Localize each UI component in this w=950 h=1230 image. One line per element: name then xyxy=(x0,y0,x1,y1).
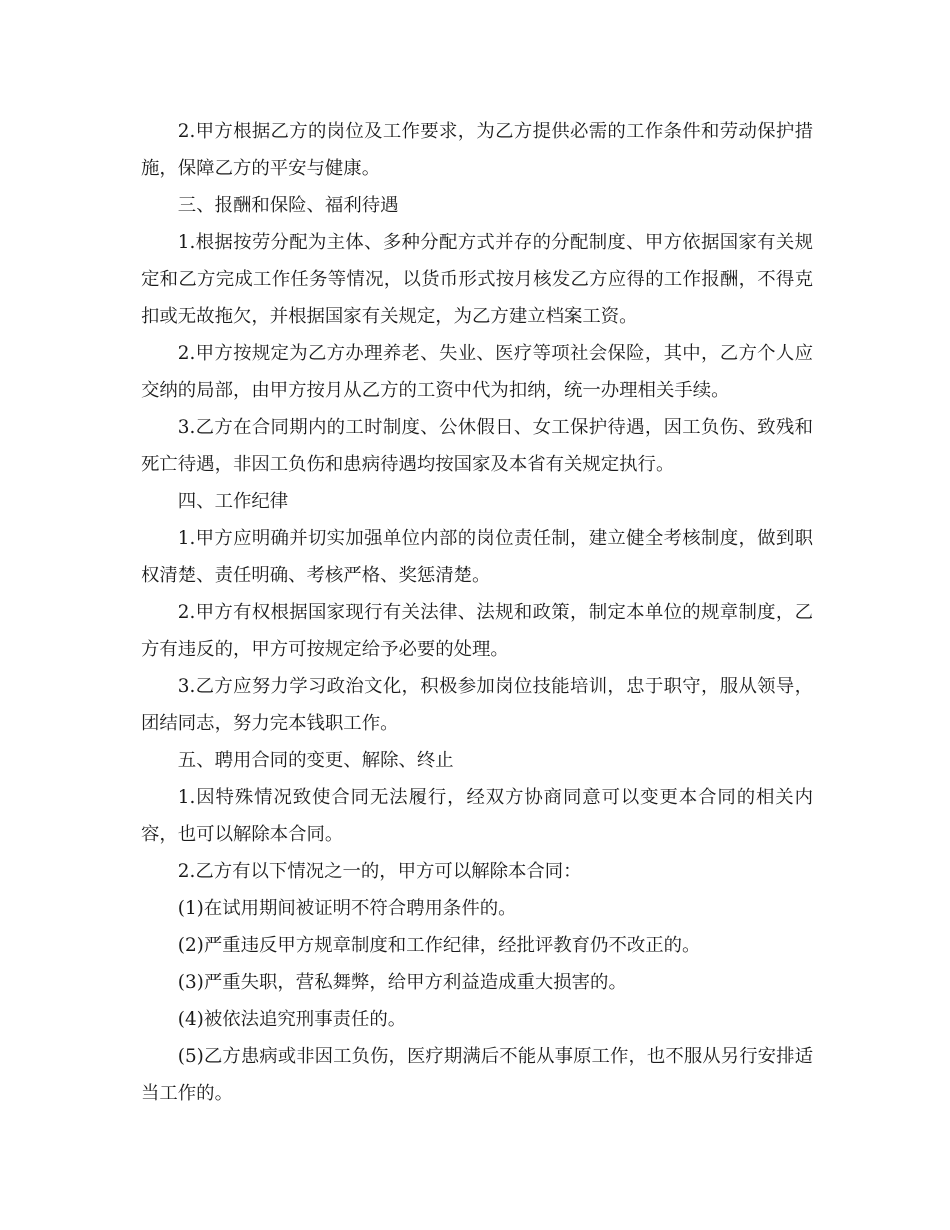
list-item: (1)在试用期间被证明不符合聘用条件的。 xyxy=(177,898,517,919)
list-item: (2)严重违反甲方规章制度和工作纪律，经批评教育仍不改正的。 xyxy=(177,935,701,956)
section-heading: 四、工作纪律 xyxy=(177,491,289,512)
clause-paragraph: 1.根据按劳分配为主体、多种分配方式并存的分配制度、甲方依据国家有关规定和乙方完成工作任务等情况，以货币形式按月核发乙方应得的工作报酬，不得克扣或无故拖欠，并根据国家有关规定，为乙方建立档案工资。 xyxy=(141,232,813,327)
clause-paragraph: 2.甲方根据乙方的岗位及工作要求，为乙方提供必需的工作条件和劳动保护措施，保障乙方的平安与健康。 xyxy=(141,121,813,179)
section-heading: 三、报酬和保险、福利待遇 xyxy=(177,195,399,216)
clause-paragraph: 1.甲方应明确并切实加强单位内部的岗位责任制，建立健全考核制度，做到职权清楚、责任明确、考核严格、奖惩清楚。 xyxy=(141,528,813,586)
clause-paragraph: 2.乙方有以下情况之一的，甲方可以解除本合同： xyxy=(177,861,582,882)
clause-paragraph: 2.甲方按规定为乙方办理养老、失业、医疗等项社会保险，其中，乙方个人应交纳的局部，由甲方按月从乙方的工资中代为扣纳，统一办理相关手续。 xyxy=(141,343,813,401)
list-item: (4)被依法追究刑事责任的。 xyxy=(177,1009,407,1030)
clause-paragraph: 3.乙方在合同期内的工时制度、公休假日、女工保护待遇，因工负伤、致残和死亡待遇，非因工负伤和患病待遇均按国家及本省有关规定执行。 xyxy=(141,417,813,475)
section-heading: 五、聘用合同的变更、解除、终止 xyxy=(177,750,454,771)
clause-paragraph: 3.乙方应努力学习政治文化，积极参加岗位技能培训，忠于职守，服从领导，团结同志，努力完本钱职工作。 xyxy=(141,676,813,734)
clause-paragraph: 1.因特殊情况致使合同无法履行，经双方协商同意可以变更本合同的相关内容，也可以解除本合同。 xyxy=(141,787,813,845)
clause-paragraph: 2.甲方有权根据国家现行有关法律、法规和政策，制定本单位的规章制度，乙方有违反的，甲方可按规定给予必要的处理。 xyxy=(141,602,813,660)
list-item: (5)乙方患病或非因工负伤，医疗期满后不能从事原工作，也不服从另行安排适当工作的。 xyxy=(141,1046,813,1104)
list-item: (3)严重失职，营私舞弊，给甲方利益造成重大损害的。 xyxy=(177,972,627,993)
document-body xyxy=(141,113,813,1112)
